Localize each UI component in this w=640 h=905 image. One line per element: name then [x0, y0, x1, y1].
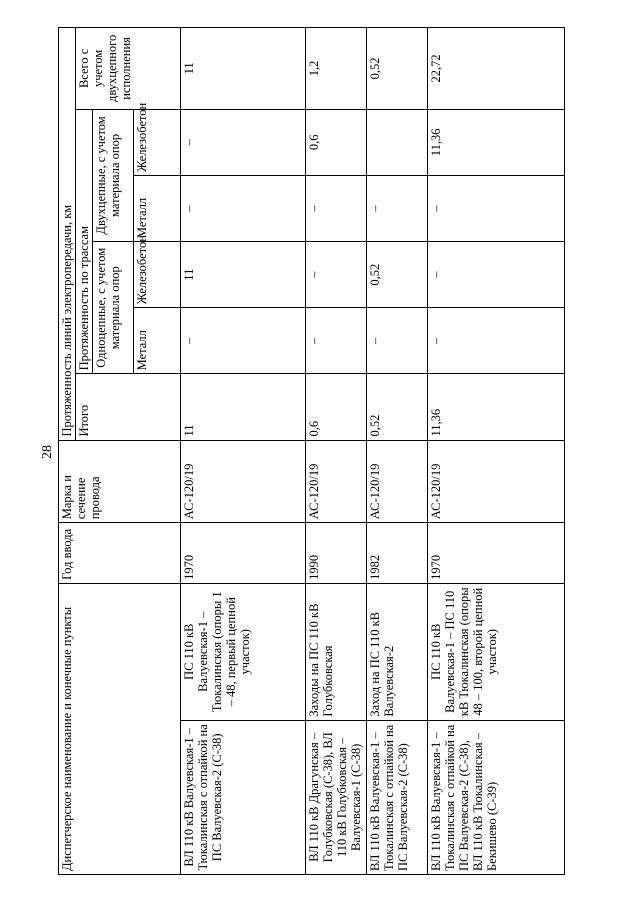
header-row-1	[59, 28, 76, 875]
table-row	[306, 28, 367, 875]
row-year: 1970	[428, 523, 565, 584]
table-row	[181, 28, 306, 875]
row-name: ВЛ 110 кВ Драгунская – Голубковская (С-38), ВЛ 110 кВ Голубковская – Валуевская-1 (С-38)	[306, 720, 367, 874]
row-single-metal: –	[428, 308, 565, 374]
page-number: 28	[40, 445, 55, 459]
row-double-metal: –	[306, 175, 367, 241]
row-points: ПС 110 кВ Валуевская-1 – ПС 110 кВ Тюкалинская (опоры 48 – 100, второй цепной участок)	[428, 583, 565, 720]
row-wire: АС-120/19	[367, 440, 428, 523]
table-row	[367, 28, 428, 875]
row-single-concrete: –	[306, 242, 367, 308]
header-single-concrete: Железобетон	[134, 242, 181, 308]
row-double-concrete: 11,36	[428, 109, 565, 175]
row-points: Заход на ПС 110 кВ Валуевская-2	[367, 583, 428, 720]
row-name: ВЛ 110 кВ Валуевская-1 – Тюкалинская с отпайкой на ПС Валуевская-2 (С-38), ВЛ 110 кВ Тюкалинская – Бекишево (С-39)	[428, 720, 565, 874]
table-row	[428, 28, 565, 875]
header-double-metal: Металл	[134, 175, 181, 241]
row-single-metal: –	[306, 308, 367, 374]
row-single-metal: –	[181, 308, 306, 374]
header-length-group: Протяженность линий электропередачи, км	[59, 28, 76, 441]
header-wire: Марка и сечение провода	[59, 440, 181, 523]
row-wire: АС-120/19	[181, 440, 306, 523]
header-single-metal: Металл	[134, 308, 181, 374]
row-single-concrete: –	[428, 242, 565, 308]
row-all: 0,52	[367, 28, 428, 110]
power-lines-table	[58, 27, 565, 875]
header-year: Год ввода	[59, 523, 181, 584]
header-route-group: Протяженность по трассам	[76, 109, 93, 374]
row-wire: АС-120/19	[306, 440, 367, 523]
row-all: 11	[181, 28, 306, 110]
row-year: 1990	[306, 523, 367, 584]
row-total: 11	[181, 374, 306, 440]
row-single-concrete: 11	[181, 242, 306, 308]
row-wire: АС-120/19	[428, 440, 565, 523]
row-total: 11,36	[428, 374, 565, 440]
row-points: Заходы на ПС 110 кВ Голубковская	[306, 583, 367, 720]
header-double-concrete: Железобетон	[134, 109, 181, 175]
header-name: Диспетчерское наименование и конечные пункты	[59, 583, 181, 874]
header-double: Двухцепные, с учетом материала опор	[93, 109, 134, 241]
row-year: 1982	[367, 523, 428, 584]
header-all: Всего с учетом двухцепного исполнения	[76, 28, 181, 110]
row-double-concrete	[367, 109, 428, 175]
row-all: 22,72	[428, 28, 565, 110]
row-single-concrete: 0,52	[367, 242, 428, 308]
row-double-concrete: 0,6	[306, 109, 367, 175]
row-total: 0,52	[367, 374, 428, 440]
row-double-metal: –	[428, 175, 565, 241]
row-double-concrete: –	[181, 109, 306, 175]
row-double-metal: –	[367, 175, 428, 241]
row-name: ВЛ 110 кВ Валуевская-1 – Тюкалинская с отпайкой на ПС Валуевская-2 (С-38)	[367, 720, 428, 874]
row-single-metal: –	[367, 308, 428, 374]
row-year: 1970	[181, 523, 306, 584]
header-total: Итого	[76, 374, 181, 440]
header-single: Одноцепные, с учетом материала опор	[93, 242, 134, 374]
row-name: ВЛ 110 кВ Валуевская-1 – Тюкалинская с отпайкой на ПС Валуевская-2 (С-38)	[181, 720, 306, 874]
row-double-metal: –	[181, 175, 306, 241]
row-points: ПС 110 кВ Валуевская-1 – Тюкалинская (опоры 1 – 48, первый цепной участок)	[181, 583, 306, 720]
row-total: 0,6	[306, 374, 367, 440]
row-all: 1,2	[306, 28, 367, 110]
